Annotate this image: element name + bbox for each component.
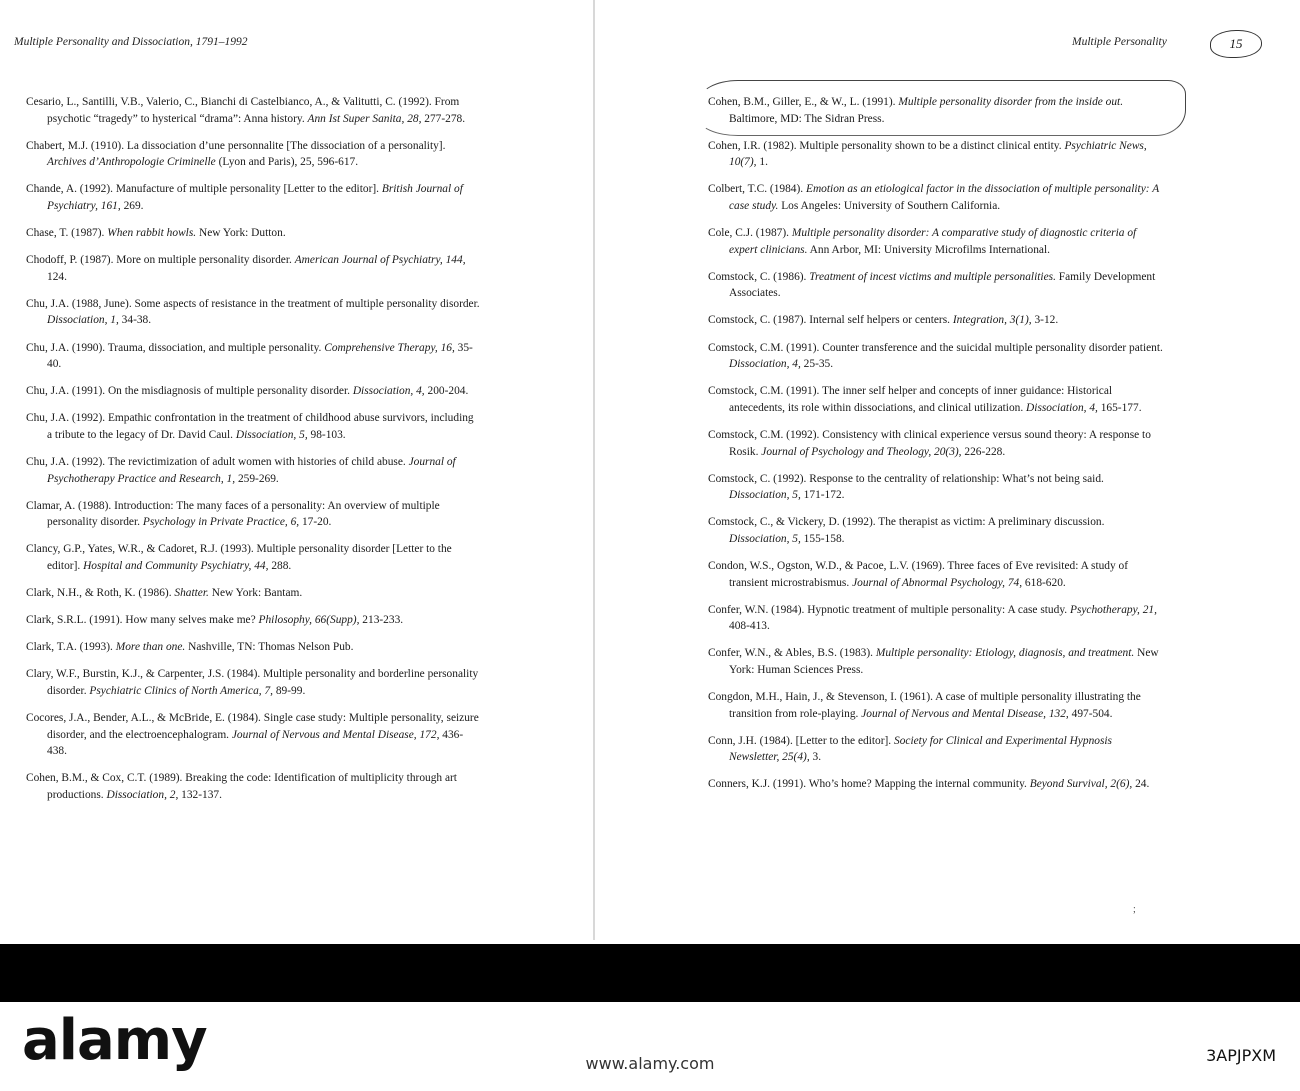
reference-pages: Family Development Associates.: [729, 270, 1156, 300]
reference-source: Dissociation, 5,: [235, 428, 308, 441]
reference-text: Cesario, L., Santilli, V.B., Valerio, C., Bianchi di Castelbianco, A., & Valitutti, C. (1992). From psychotic “tragedy” to hysterical “drama”: Anna history.: [26, 96, 460, 125]
reference-source: When rabbit howls.: [107, 227, 197, 240]
reference-text: Clary, W.F., Burstin, K.J., & Carpenter, J.S. (1984). Multiple personality and borderline personality disorder.: [26, 668, 479, 697]
reference-entry: [26, 541, 481, 574]
reference-pages: 288.: [268, 559, 292, 572]
reference-source: Hospital and Community Psychiatry, 44,: [83, 559, 269, 572]
reference-source: More than one.: [115, 641, 186, 654]
reference-text: Comstock, C., & Vickery, D. (1992). The therapist as victim: A preliminary discussion.: [708, 516, 1105, 529]
reference-entry: [26, 181, 481, 214]
reference-source: Treatment of incest victims and multiple personalities.: [809, 270, 1056, 283]
reference-source: Journal of Nervous and Mental Disease, 132,: [861, 707, 1069, 720]
reference-pages: 165-177.: [1097, 401, 1142, 414]
reference-entry: [708, 138, 1163, 171]
reference-entry: [708, 383, 1163, 416]
scan-edge-band: [0, 944, 1300, 1002]
reference-source: Psychotherapy, 21,: [1069, 603, 1157, 616]
reference-source: Journal of Nervous and Mental Disease, 172,: [231, 728, 440, 741]
reference-entry: [708, 602, 1163, 635]
reference-text: Confer, W.N. (1984). Hypnotic treatment of multiple personality: A case study.: [708, 603, 1070, 616]
reference-source: Dissociation, 2,: [106, 788, 179, 801]
reference-pages: 98-103.: [307, 428, 346, 441]
reference-pages: 34-38.: [118, 314, 152, 327]
reference-source: Integration, 3(1),: [952, 314, 1032, 327]
reference-text: Clark, T.A. (1993).: [26, 641, 116, 654]
left-running-header: Multiple Personality and Dissociation, 1791–1992: [14, 36, 248, 48]
reference-pages: New York: Dutton.: [196, 227, 286, 240]
reference-text: Cohen, B.M., Giller, E., & W., L. (1991).: [708, 96, 899, 108]
reference-source: Dissociation, 4,: [729, 358, 801, 371]
reference-entry: [26, 225, 481, 242]
reference-text: Comstock, C.M. (1992). Consistency with clinical experience versus sound theory: A response to Rosik.: [708, 428, 1151, 458]
reference-entry: [26, 454, 481, 487]
reference-source: Psychology in Private Practice, 6,: [142, 516, 300, 529]
reference-entry: [26, 410, 481, 443]
reference-source: Journal of Abnormal Psychology, 74,: [852, 576, 1023, 589]
reference-entry: [708, 733, 1163, 766]
reference-entry: [708, 225, 1163, 258]
reference-pages: Nashville, TN: Thomas Nelson Pub.: [185, 641, 354, 654]
reference-pages: 277-278.: [421, 112, 466, 125]
reference-pages: 259-269.: [235, 472, 279, 485]
reference-source: Multiple personality: Etiology, diagnosis, and treatment.: [875, 647, 1135, 660]
reference-entry: [708, 471, 1163, 504]
page-number: 15: [1210, 30, 1262, 58]
site-url: www.alamy.com: [585, 1054, 715, 1073]
reference-text: Comstock, C. (1992). Response to the centrality of relationship: What’s not being said.: [708, 472, 1104, 485]
reference-pages: Baltimore, MD: The Sidran Press.: [729, 112, 885, 125]
reference-entry: [26, 585, 481, 602]
reference-text: Chase, T. (1987).: [26, 227, 108, 240]
page-mark: ;: [1133, 904, 1136, 915]
reference-text: Chabert, M.J. (1910). La dissociation d’une personnalite [The dissociation of a personality].: [26, 139, 446, 152]
reference-pages: 171-172.: [800, 489, 845, 502]
reference-pages: 35-40.: [47, 341, 473, 371]
reference-text: Cohen, B.M., & Cox, C.T. (1989). Breaking the code: Identification of multiplicity through art productions.: [26, 772, 457, 801]
reference-entry: [26, 296, 481, 329]
reference-source: Multiple personality disorder: A comparative study of diagnostic criteria of expert clinicians.: [729, 227, 1137, 256]
reference-pages: New York: Bantam.: [208, 587, 303, 600]
reference-text: Condon, W.S., Ogston, W.D., & Pacoe, L.V. (1969). Three faces of Eve revisited: A study of transient microstrabismus.: [708, 559, 1129, 589]
reference-entry: [26, 498, 481, 531]
alamy-logo: alamy: [22, 1008, 207, 1073]
reference-pages: 497-504.: [1068, 707, 1113, 720]
reference-source: Emotion as an etiological factor in the dissociation of multiple personality: A case study.: [729, 183, 1159, 212]
reference-pages: 3-12.: [1031, 314, 1059, 327]
reference-source: Shatter.: [174, 587, 209, 600]
reference-pages: 132-137.: [178, 788, 222, 801]
reference-entry: [26, 612, 481, 629]
reference-entry: [708, 94, 1163, 127]
reference-text: Chu, J.A. (1990). Trauma, dissociation, and multiple personality.: [26, 341, 325, 354]
reference-source: Dissociation, 4,: [1026, 401, 1098, 414]
reference-entry: [708, 340, 1163, 373]
reference-entry: [708, 427, 1163, 460]
reference-text: Comstock, C. (1986).: [708, 270, 810, 283]
reference-source: British Journal of Psychiatry, 161,: [47, 183, 463, 212]
reference-text: Conners, K.J. (1991). Who’s home? Mapping the internal community.: [708, 778, 1030, 791]
reference-pages: 200-204.: [424, 385, 469, 398]
reference-entry: [26, 666, 481, 699]
reference-pages: Ann Arbor, MI: University Microfilms International.: [807, 243, 1050, 256]
reference-text: Comstock, C.M. (1991). The inner self helper and concepts of inner guidance: Historical antecedents, its role within dissociations, and clinical utilization.: [708, 385, 1113, 414]
reference-source: Comprehensive Therapy, 16,: [324, 341, 455, 354]
reference-entry: [708, 645, 1163, 678]
reference-text: Cole, C.J. (1987).: [708, 227, 792, 240]
reference-text: Clancy, G.P., Yates, W.R., & Cadoret, R.J. (1993). Multiple personality disorder [Letter to the editor].: [26, 543, 452, 572]
reference-text: Colbert, T.C. (1984).: [708, 183, 806, 196]
page-gutter: [593, 0, 595, 940]
reference-pages: 3.: [809, 751, 822, 764]
reference-text: Chu, J.A. (1991). On the misdiagnosis of multiple personality disorder.: [26, 385, 353, 398]
reference-text: Cocores, J.A., Bender, A.L., & McBride, E. (1984). Single case study: Multiple personality, seizure disorder, and the electroencephalogram.: [26, 712, 479, 741]
reference-pages: (Lyon and Paris), 25, 596-617.: [215, 156, 359, 169]
reference-text: Clamar, A. (1988). Introduction: The many faces of a personality: An overview of multiple personality disorder.: [26, 499, 440, 529]
reference-source: Beyond Survival, 2(6),: [1029, 778, 1133, 791]
reference-source: Journal of Psychotherapy Practice and Research, 1,: [47, 456, 456, 485]
reference-entry: [708, 312, 1163, 329]
left-page-references: [26, 94, 481, 814]
reference-entry: [26, 252, 481, 285]
right-page-references: [708, 94, 1163, 804]
reference-text: Clark, N.H., & Roth, K. (1986).: [26, 587, 175, 600]
reference-entry: [26, 770, 481, 803]
reference-source: Ann Ist Super Sanita, 28,: [307, 112, 422, 125]
reference-text: Conn, J.H. (1984). [Letter to the editor].: [708, 734, 895, 747]
reference-entry: [708, 689, 1163, 722]
reference-entry: [26, 710, 481, 760]
reference-entry: [708, 181, 1163, 214]
reference-source: Dissociation, 1,: [47, 314, 119, 327]
reference-text: Clark, S.R.L. (1991). How many selves make me?: [26, 614, 259, 627]
image-id-label: 3APJPXM: [1206, 1046, 1276, 1065]
reference-source: Dissociation, 4,: [352, 385, 425, 398]
reference-source: Philosophy, 66(Supp),: [258, 614, 360, 627]
reference-entry: [708, 558, 1163, 591]
reference-entry: [26, 138, 481, 171]
reference-text: Chodoff, P. (1987). More on multiple personality disorder.: [26, 254, 295, 267]
reference-source: Society for Clinical and Experimental Hypnosis Newsletter, 25(4),: [729, 734, 1112, 764]
reference-text: Congdon, M.H., Hain, J., & Stevenson, I. (1961). A case of multiple personality illustrating the transition from role-playing.: [708, 691, 1141, 720]
reference-pages: 436-438.: [47, 728, 464, 758]
reference-entry: [708, 776, 1163, 793]
reference-source: Psychiatric Clinics of North America, 7,: [89, 684, 274, 697]
reference-entry: [708, 514, 1163, 547]
reference-pages: 24.: [1132, 778, 1150, 791]
reference-pages: 618-620.: [1022, 576, 1066, 589]
reference-text: Chande, A. (1992). Manufacture of multiple personality [Letter to the editor].: [26, 183, 382, 196]
reference-text: Chu, J.A. (1992). Empathic confrontation in the treatment of childhood abuse survivors, including a tribute to the legacy of Dr. David Caul.: [26, 412, 474, 441]
reference-pages: 124.: [47, 270, 67, 283]
reference-pages: Los Angeles: University of Southern California.: [778, 199, 1001, 212]
reference-text: Cohen, I.R. (1982). Multiple personality shown to be a distinct clinical entity.: [708, 139, 1065, 152]
reference-text: Chu, J.A. (1992). The revictimization of adult women with histories of child abuse.: [26, 456, 409, 468]
reference-pages: 1.: [756, 156, 768, 169]
reference-source: Dissociation, 5,: [729, 489, 801, 502]
reference-entry: [26, 94, 481, 127]
reference-entry: [26, 340, 481, 373]
reference-entry: [26, 639, 481, 656]
reference-pages: 25-35.: [800, 358, 834, 371]
reference-entry: [708, 269, 1163, 302]
reference-source: Journal of Psychology and Theology, 20(3),: [761, 445, 962, 458]
reference-pages: 17-20.: [299, 516, 332, 529]
right-running-header: Multiple Personality: [1072, 36, 1167, 48]
reference-source: American Journal of Psychiatry, 144,: [294, 254, 466, 267]
reference-pages: 155-158.: [800, 532, 845, 545]
reference-pages: 213-233.: [359, 614, 404, 627]
reference-pages: 226-228.: [961, 445, 1006, 458]
reference-source: Psychiatric News, 10(7),: [729, 139, 1147, 169]
reference-source: Dissociation, 5,: [729, 532, 801, 545]
reference-text: Comstock, C.M. (1991). Counter transference and the suicidal multiple personality disorder patient.: [708, 341, 1163, 354]
reference-pages: New York: Human Sciences Press.: [729, 647, 1159, 676]
reference-source: Multiple personality disorder from the inside out.: [898, 96, 1124, 108]
reference-entry: [26, 383, 481, 400]
reference-text: Chu, J.A. (1988, June). Some aspects of resistance in the treatment of multiple personality disorder.: [26, 297, 480, 310]
reference-pages: 269.: [120, 199, 144, 212]
reference-text: Comstock, C. (1987). Internal self helpers or centers.: [708, 314, 953, 327]
reference-text: Confer, W.N., & Ables, B.S. (1983).: [708, 647, 876, 660]
reference-pages: 408-413.: [729, 620, 770, 633]
reference-source: Archives d’Anthropologie Criminelle: [47, 156, 216, 169]
reference-pages: 89-99.: [273, 684, 306, 697]
